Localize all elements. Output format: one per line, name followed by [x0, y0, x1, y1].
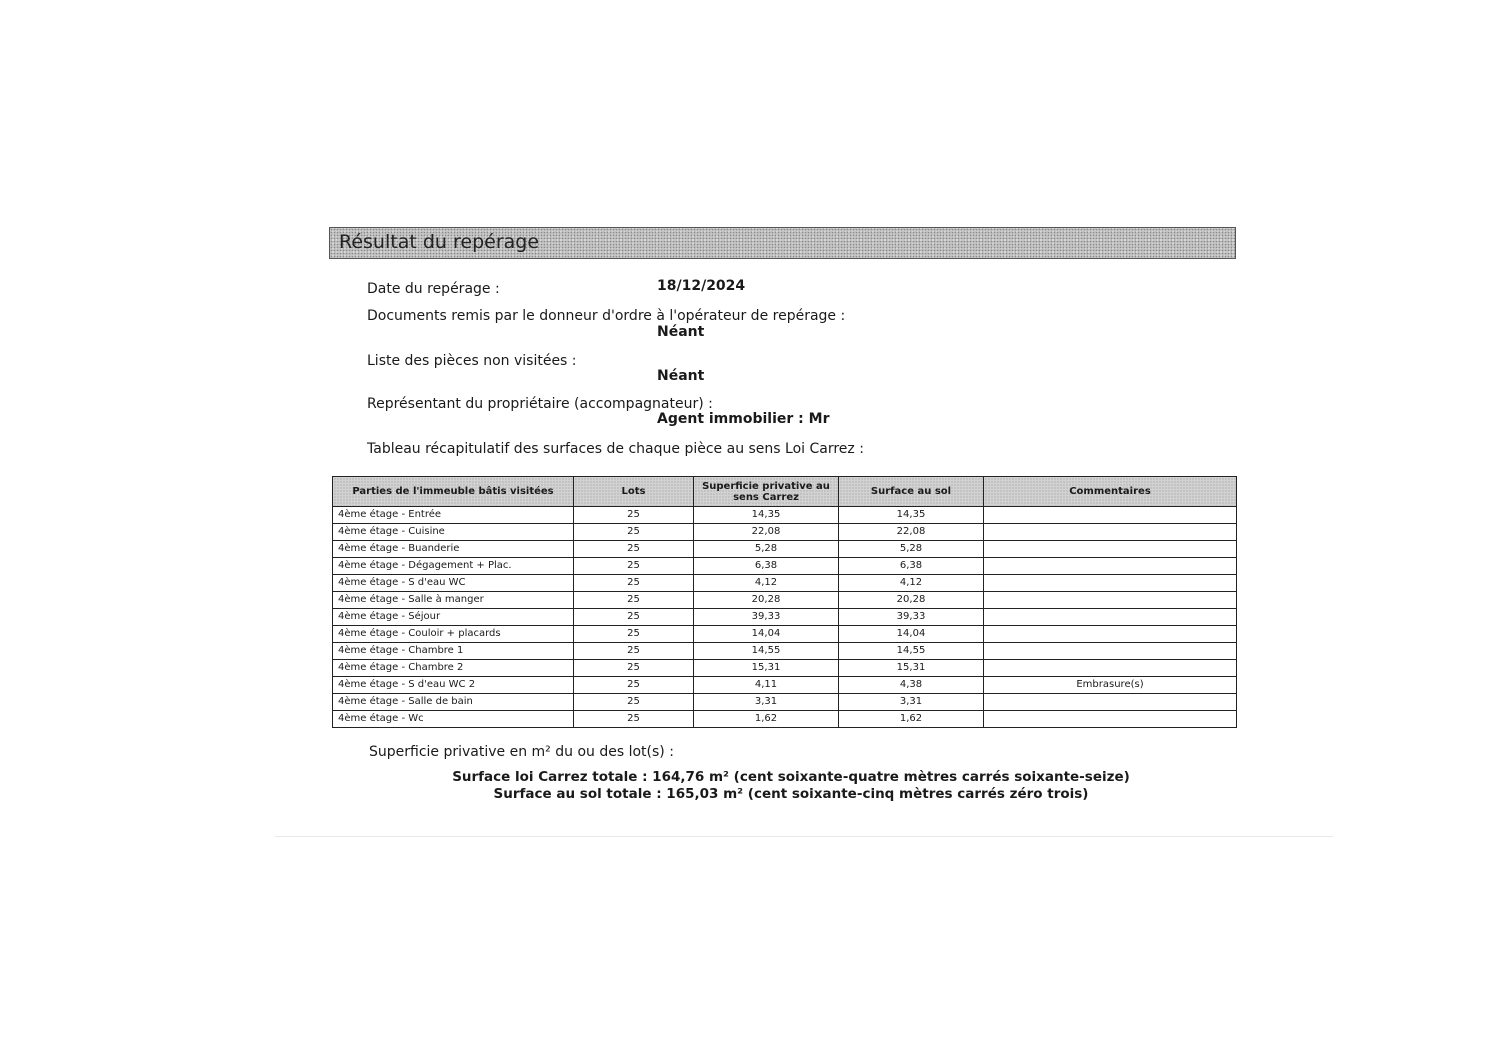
date-label: Date du repérage :	[367, 281, 500, 297]
lot-number: 25	[574, 524, 694, 541]
header-surface-sol: Surface au sol	[839, 477, 984, 507]
surface-table	[332, 476, 1237, 728]
carrez-area: 4,11	[694, 677, 839, 694]
header-lots: Lots	[574, 477, 694, 507]
floor-area: 4,12	[839, 575, 984, 592]
floor-area: 4,38	[839, 677, 984, 694]
representative-label: Représentant du propriétaire (accompagnateur) :	[367, 396, 713, 412]
floor-area: 3,31	[839, 694, 984, 711]
carrez-area: 14,35	[694, 507, 839, 524]
room-name: 4ème étage - Cuisine	[333, 524, 574, 541]
date-value: 18/12/2024	[657, 278, 746, 294]
floor-area: 20,28	[839, 592, 984, 609]
carrez-area: 1,62	[694, 711, 839, 728]
room-name: 4ème étage - Entrée	[333, 507, 574, 524]
comment: Embrasure(s)	[984, 677, 1237, 694]
lot-number: 25	[574, 575, 694, 592]
room-name: 4ème étage - Chambre 1	[333, 643, 574, 660]
comment	[984, 541, 1237, 558]
divider	[275, 836, 1333, 837]
documents-label: Documents remis par le donneur d'ordre à l'opérateur de repérage :	[367, 308, 846, 324]
rooms-not-visited-value: Néant	[657, 368, 705, 384]
carrez-area: 22,08	[694, 524, 839, 541]
comment	[984, 558, 1237, 575]
floor-area: 5,28	[839, 541, 984, 558]
rooms-not-visited-label: Liste des pièces non visitées :	[367, 353, 577, 369]
room-name: 4ème étage - Dégagement + Plac.	[333, 558, 574, 575]
table-row	[333, 711, 1237, 728]
table-row	[333, 524, 1237, 541]
total-carrez: Surface loi Carrez totale : 164,76 m² (cent soixante-quatre mètres carrés soixante-seize)	[452, 769, 1130, 785]
comment	[984, 643, 1237, 660]
table-row	[333, 507, 1237, 524]
carrez-area: 14,55	[694, 643, 839, 660]
lot-number: 25	[574, 541, 694, 558]
header-carrez: Superficie privative au sens Carrez	[694, 477, 839, 507]
room-name: 4ème étage - Chambre 2	[333, 660, 574, 677]
room-name: 4ème étage - Salle de bain	[333, 694, 574, 711]
comment	[984, 694, 1237, 711]
comment	[984, 609, 1237, 626]
room-name: 4ème étage - Wc	[333, 711, 574, 728]
floor-area: 14,04	[839, 626, 984, 643]
room-name: 4ème étage - Séjour	[333, 609, 574, 626]
carrez-area: 15,31	[694, 660, 839, 677]
lot-number: 25	[574, 660, 694, 677]
lot-number: 25	[574, 677, 694, 694]
floor-area: 6,38	[839, 558, 984, 575]
lot-number: 25	[574, 711, 694, 728]
lot-number: 25	[574, 694, 694, 711]
header-comments: Commentaires	[984, 477, 1237, 507]
lot-number: 25	[574, 592, 694, 609]
floor-area: 14,55	[839, 643, 984, 660]
table-row	[333, 694, 1237, 711]
floor-area: 39,33	[839, 609, 984, 626]
room-name: 4ème étage - Buanderie	[333, 541, 574, 558]
floor-area: 14,35	[839, 507, 984, 524]
lot-number: 25	[574, 558, 694, 575]
carrez-area: 4,12	[694, 575, 839, 592]
carrez-area: 3,31	[694, 694, 839, 711]
floor-area: 22,08	[839, 524, 984, 541]
carrez-area: 20,28	[694, 592, 839, 609]
carrez-area: 6,38	[694, 558, 839, 575]
lot-number: 25	[574, 626, 694, 643]
carrez-area: 5,28	[694, 541, 839, 558]
table-row	[333, 677, 1237, 694]
section-title-bar	[329, 227, 1236, 259]
table-intro: Tableau récapitulatif des surfaces de chaque pièce au sens Loi Carrez :	[367, 441, 864, 457]
table-row	[333, 541, 1237, 558]
room-name: 4ème étage - Couloir + placards	[333, 626, 574, 643]
floor-area: 1,62	[839, 711, 984, 728]
table-row	[333, 575, 1237, 592]
documents-value: Néant	[657, 324, 705, 340]
room-name: 4ème étage - Salle à manger	[333, 592, 574, 609]
carrez-area: 14,04	[694, 626, 839, 643]
table-row	[333, 643, 1237, 660]
comment	[984, 575, 1237, 592]
lot-number: 25	[574, 643, 694, 660]
comment	[984, 592, 1237, 609]
comment	[984, 660, 1237, 677]
table-row	[333, 660, 1237, 677]
representative-value: Agent immobilier : Mr	[657, 411, 830, 427]
comment	[984, 711, 1237, 728]
table-row	[333, 558, 1237, 575]
comment	[984, 626, 1237, 643]
floor-area: 15,31	[839, 660, 984, 677]
table-row	[333, 592, 1237, 609]
header-rooms: Parties de l'immeuble bâtis visitées	[333, 477, 574, 507]
carrez-area: 39,33	[694, 609, 839, 626]
table-row	[333, 609, 1237, 626]
table-header-row	[333, 477, 1237, 507]
table-row	[333, 626, 1237, 643]
room-name: 4ème étage - S d'eau WC 2	[333, 677, 574, 694]
lot-number: 25	[574, 609, 694, 626]
comment	[984, 507, 1237, 524]
superficie-label: Superficie privative en m² du ou des lot(s) :	[369, 744, 674, 760]
total-surface-sol: Surface au sol totale : 165,03 m² (cent soixante-cinq mètres carrés zéro trois)	[493, 786, 1089, 802]
section-title: Résultat du repérage	[339, 231, 540, 253]
room-name: 4ème étage - S d'eau WC	[333, 575, 574, 592]
lot-number: 25	[574, 507, 694, 524]
comment	[984, 524, 1237, 541]
